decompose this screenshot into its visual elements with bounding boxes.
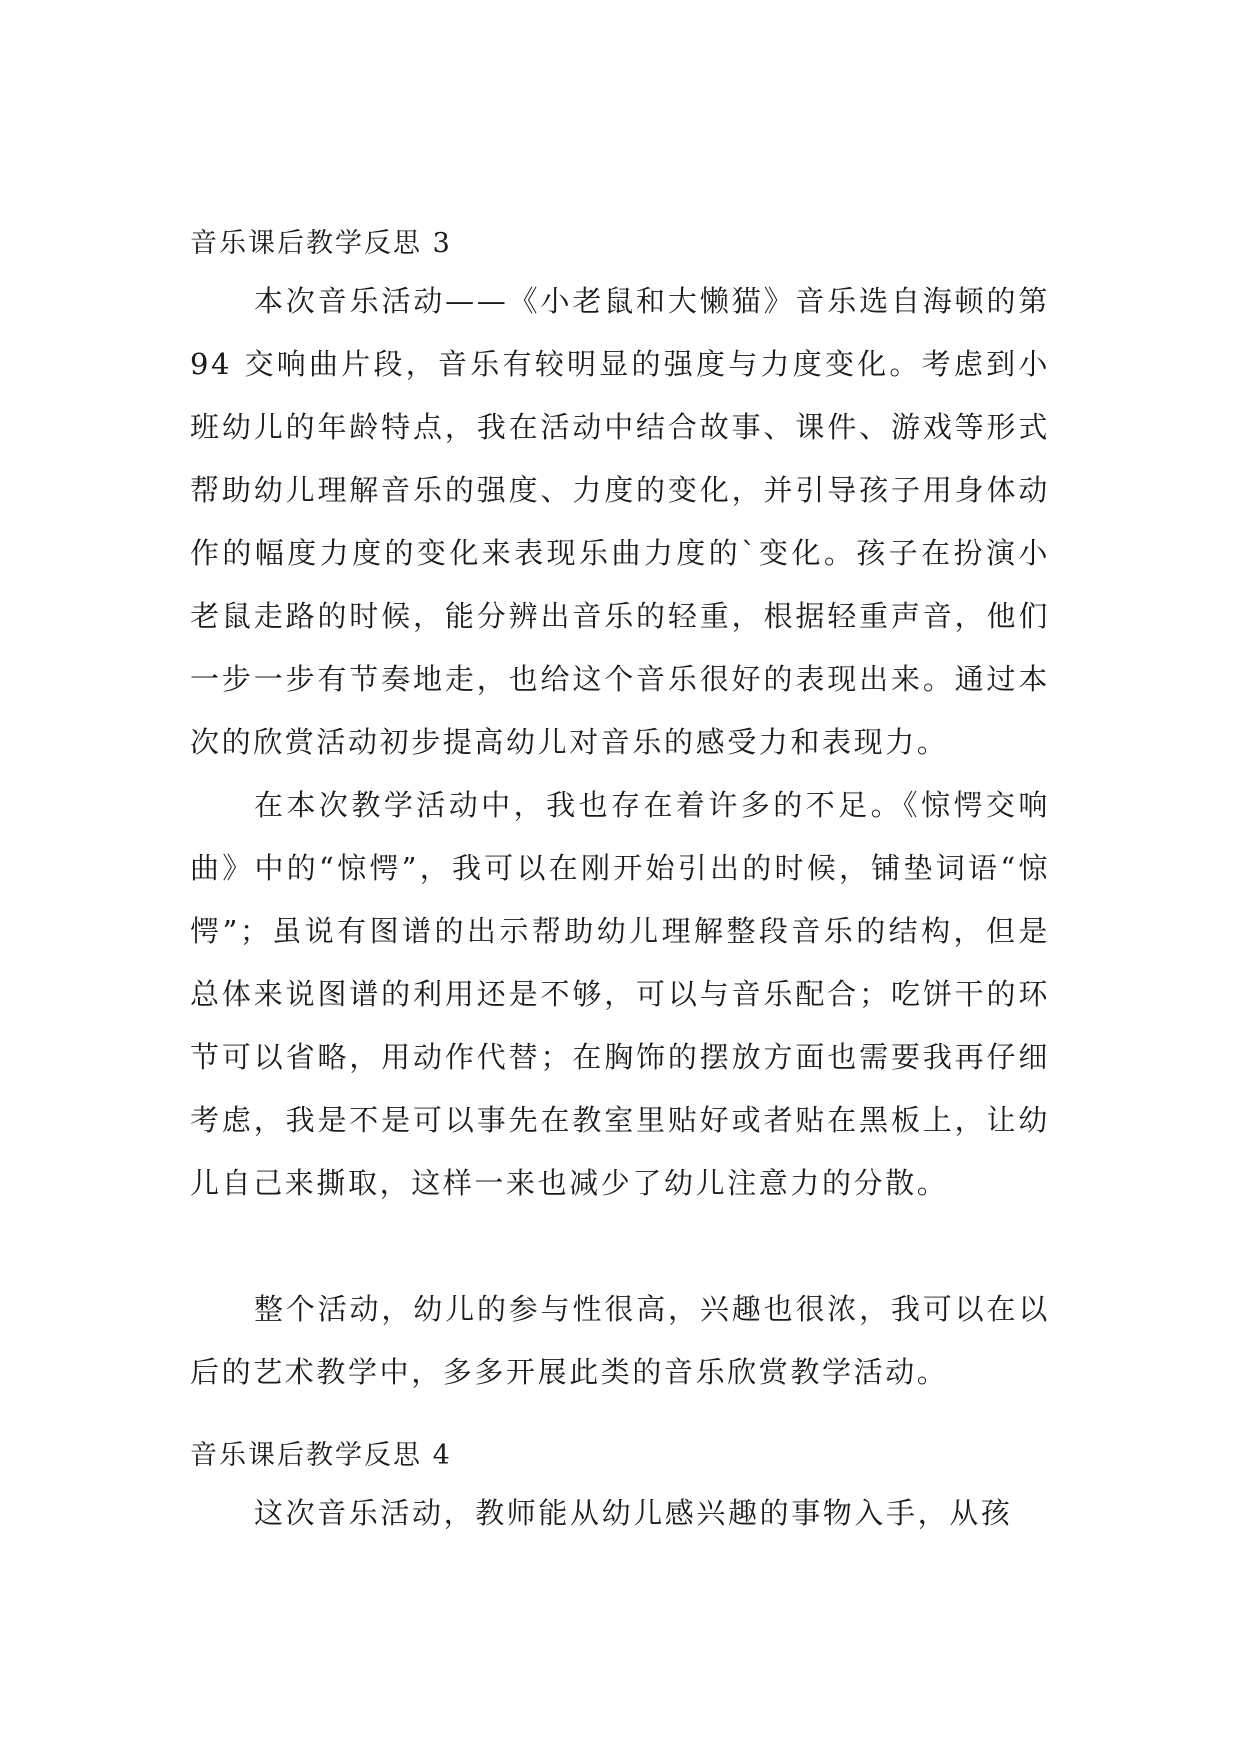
paragraph: 在本次教学活动中，我也存在着许多的不足。《惊愕交响曲》中的“惊愕”，我可以在刚开始引出的时候，铺垫词语“惊愕”；虽说有图谱的出示帮助幼儿理解整段音乐的结构，但是总体来说图谱的利用还是不够，可以与音乐配合；吃饼干的环节可以省略，用动作代替；在胸饰的摆放方面也需要我再仔细考虑，我是不是可以事先在教室里贴好或者贴在黑板上，让幼儿自己来撕取，这样一来也减少了幼儿注意力的分散。 [190, 788, 1050, 1200]
paragraph: 整个活动，幼儿的参与性很高，兴趣也很浓，我可以在以后的艺术教学中，多多开展此类的音乐欣赏教学活动。 [190, 1292, 1050, 1389]
section-title: 音乐课后教学反思 3 [190, 228, 452, 259]
section-title: 音乐课后教学反思 4 [190, 1440, 452, 1471]
paragraph: 这次音乐活动，教师能从幼儿感兴趣的事物入手，从孩 [254, 1496, 1013, 1530]
paragraph: 本次音乐活动——《小老鼠和大懒猫》音乐选自海顿的第 94 交响曲片段，音乐有较明显的强度与力度变化。考虑到小班幼儿的年龄特点，我在活动中结合故事、课件、游戏等形式帮助幼儿理解音乐的强度、力度的变化，并引导孩子用身体动作的幅度力度的变化来表现乐曲力度的`变化。孩子在扮演小老鼠走路的时候，能分辨出音乐的轻重，根据轻重声音，他们一步一步有节奏地走，也给这个音乐很好的表现出来。通过本次的欣赏活动初步提高幼儿对音乐的感受力和表现力。 [190, 284, 1050, 759]
